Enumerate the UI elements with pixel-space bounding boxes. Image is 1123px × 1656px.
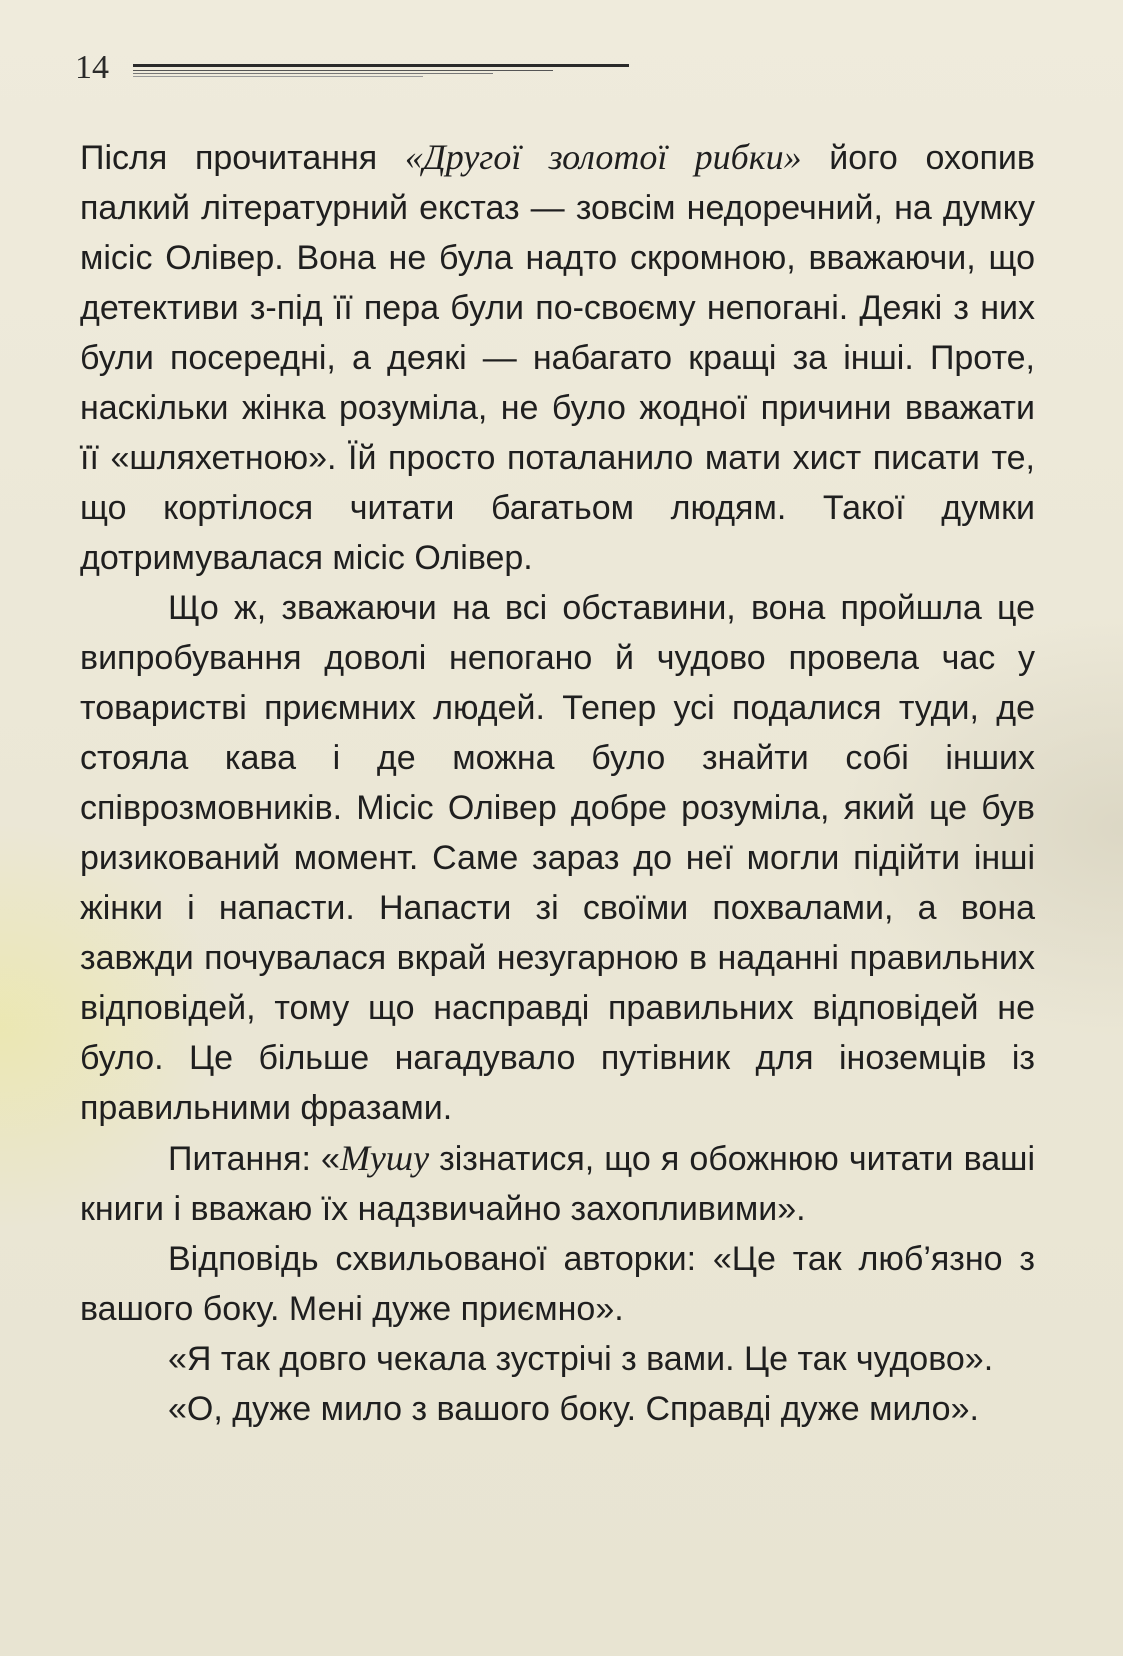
paragraph-3 [80,1133,1035,1234]
body-text [80,132,1035,1434]
paragraph-5 [80,1334,1035,1384]
paragraph-6 [80,1384,1035,1434]
page-number: 14 [75,49,109,86]
header-rule [133,64,629,78]
paragraph-1 [80,132,1035,583]
text-segment: його охопив палкий літературний екстаз — зовсім недоречний, на думку місіс Олівер. Вона не була надто скромною, вважаючи, що детективи з-під її пера були по-своєму непогані. Деякі з них були посередні, а деякі — набагато кращі за інші. Проте, наскільки жінка розуміла, не було жодної причини вважати її «шляхетною». Їй просто поталанило мати хист писати те, що кортілося читати багатьом людям. Такої думки дотримувалася місіс Олівер. [80,139,1035,577]
text-segment: зізнатися, що я обожнюю читати ваші книги і вважаю їх надзвичайно захопливими». [80,1140,1036,1228]
paragraph-4 [80,1234,1035,1334]
text-segment: Відповідь схвильованої авторки: «Це так люб’язно з вашого боку. Мені дуже приємно». [80,1240,1035,1328]
text-segment: Після прочитання [80,139,405,177]
text-segment: «Я так довго чекала зустрічі з вами. Це так чудово». [168,1340,994,1378]
italic-text: «Другої золотої рибки» [404,137,802,177]
page-header [75,48,575,88]
text-segment: «О, дуже мило з вашого боку. Справді дуже мило». [168,1390,979,1428]
text-segment: Питання: « [168,1140,340,1178]
paragraph-2 [80,583,1035,1133]
italic-text: Мушу [339,1138,430,1178]
text-segment: Що ж, зважаючи на всі обставини, вона пройшла це випробування доволі непогано й чудово провела час у товаристві приємних людей. Тепер усі подалися туди, де стояла кава і де можна було знайти собі інших співрозмовників. Місіс Олівер добре розуміла, який це був ризикований момент. Саме зараз до неї могли підійти інші жінки і напасти. Напасти зі своїми похвалами, а вона завжди почувалася вкрай незугарною в наданні правильних відповідей, тому що насправді правильних відповідей не було. Це більше нагадувало путівник для іноземців із правильними фразами. [80,589,1035,1127]
